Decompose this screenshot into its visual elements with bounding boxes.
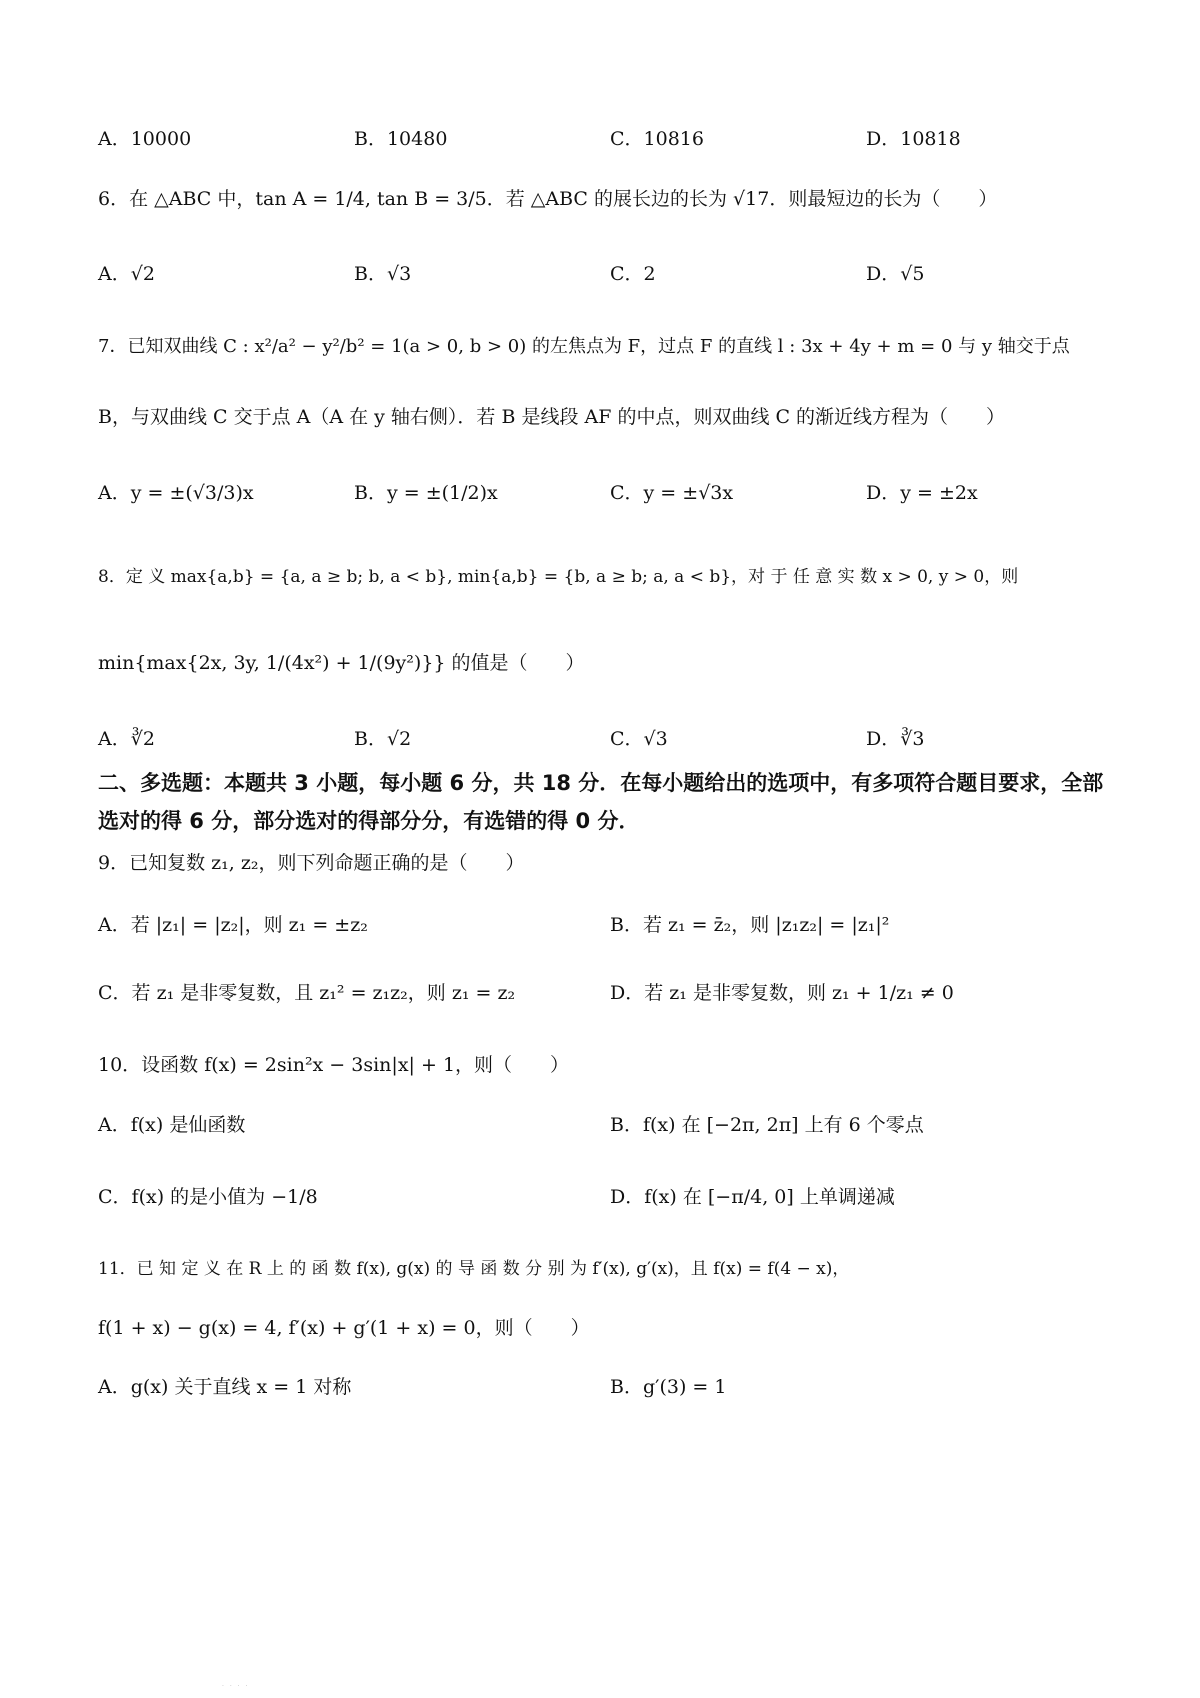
q9-option-b: B．若 z₁ = z̄₂，则 |z₁z₂| = |z₁|² [610, 914, 890, 936]
q6-option-b: B．√3 [354, 263, 412, 285]
q7-options [98, 476, 1110, 510]
q5-option-d: D．10818 [866, 128, 961, 150]
q10-stem: 10．设函数 f(x) = 2sin²x − 3sin|x| + 1，则（ ） [98, 1054, 570, 1076]
q8-line1: 8．定 义 max{a,b} = {a, a ≥ b; b, a < b}, min{a,b} = {b, a ≥ b; a, a < b}，对 于 任 意 实 数 x > 0, y > 0，则 [98, 567, 1019, 587]
q9-option-d: D．若 z₁ 是非零复数，则 z₁ + 1/z₁ ≠ 0 [610, 982, 954, 1004]
q11-option-a: A．g(x) 关于直线 x = 1 对称 [98, 1376, 352, 1398]
q6-option-c: C．2 [610, 263, 656, 285]
q7-option-a: A．y = ±(√3/3)x [98, 482, 254, 504]
q9-options-row1 [98, 908, 1110, 942]
q9-option-a: A．若 |z₁| = |z₂|，则 z₁ = ±z₂ [98, 914, 368, 936]
q9-option-c: C．若 z₁ 是非零复数，且 z₁² = z₁z₂，则 z₁ = z₂ [98, 982, 516, 1004]
q8-option-d: D．∛3 [866, 728, 925, 750]
q10-option-a: A．f(x) 是仙函数 [98, 1114, 246, 1136]
q6-stem: 6．在 △ABC 中，tan A = 1/4, tan B = 3/5．若 △ABC 的展长边的长为 √17．则最短边的长为（ ） [98, 188, 998, 210]
q10-options-row1 [98, 1108, 1110, 1142]
q6-option-d: D．√5 [866, 263, 925, 285]
q7-line2: B，与双曲线 C 交于点 A（A 在 y 轴右侧）．若 B 是线段 AF 的中点，则双曲线 C 的渐近线方程为（ ） [98, 406, 1006, 428]
q8-option-a: A．∛2 [98, 728, 155, 750]
q7-line1: 7．已知双曲线 C : x²/a² − y²/b² = 1(a > 0, b > 0) 的左焦点为 F，过点 F 的直线 l : 3x + 4y + m = 0 与 y 轴交于点 [98, 336, 1070, 357]
q7-option-c: C．y = ±√3x [610, 482, 734, 504]
q8-option-b: B．√2 [354, 728, 412, 750]
q11-line2: f(1 + x) − g(x) = 4, f′(x) + g′(1 + x) = 0，则（ ） [98, 1317, 590, 1339]
q5-option-a: A．10000 [98, 128, 192, 150]
q11-line1: 11．已 知 定 义 在 R 上 的 函 数 f(x), g(x) 的 导 函 数 分 别 为 f′(x), g′(x)，且 f(x) = f(4 − x)， [98, 1259, 850, 1279]
q8-line2: min{max{2x, 3y, 1/(4x²) + 1/(9y²)}} 的值是（ ） [98, 652, 585, 674]
q9-stem: 9．已知复数 z₁, z₂，则下列命题正确的是（ ） [98, 852, 525, 874]
q11-option-b: B．g′(3) = 1 [610, 1376, 727, 1398]
q8-options [98, 722, 1110, 756]
q7-option-d: D．y = ±2x [866, 482, 978, 504]
q11-options [98, 1370, 1110, 1404]
q5-option-c: C．10816 [610, 128, 704, 150]
page-footer-dots: · · · · [222, 1683, 250, 1690]
section2-heading: 二、多选题：本题共 3 小题，每小题 6 分，共 18 分．在每小题给出的选项中，有多项符合题目要求，全部选对的得 6 分，部分选对的得部分分，有选错的得 0 分． [98, 771, 1104, 833]
q7-option-b: B．y = ±(1/2)x [354, 482, 498, 504]
q10-option-c: C．f(x) 的是小值为 −1/8 [98, 1186, 318, 1208]
q6-options [98, 257, 1110, 291]
q8-option-c: C．√3 [610, 728, 668, 750]
q5-option-b: B．10480 [354, 128, 448, 150]
q10-option-d: D．f(x) 在 [−π/4, 0] 上单调递减 [610, 1186, 895, 1208]
q5-options [98, 122, 1110, 156]
q10-option-b: B．f(x) 在 [−2π, 2π] 上有 6 个零点 [610, 1114, 924, 1136]
q9-options-row2 [98, 976, 1110, 1010]
q10-options-row2 [98, 1180, 1110, 1214]
q6-option-a: A．√2 [98, 263, 155, 285]
